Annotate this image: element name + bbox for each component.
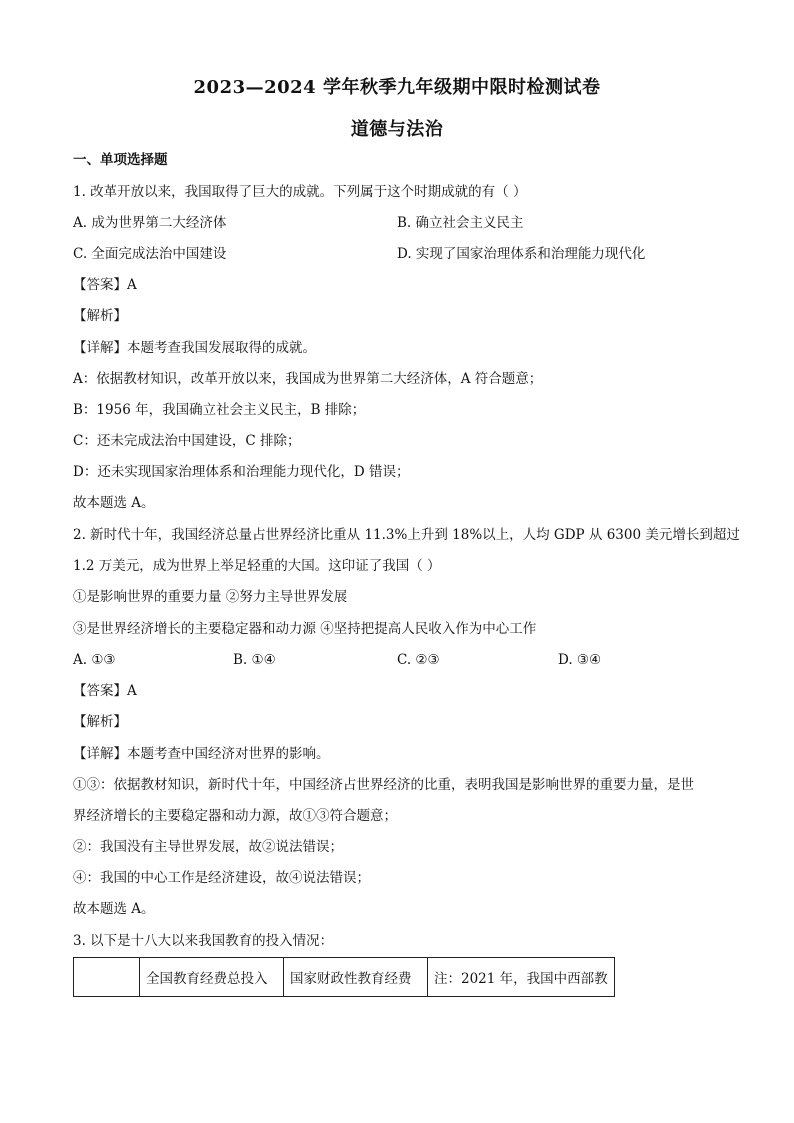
table-cell: 全国教育经费总投入 <box>140 958 284 997</box>
q1-detail: 【详解】本题考查我国发展取得的成就。 <box>73 340 316 356</box>
q2-statements-2: ③是世界经济增长的主要稳定器和动力源 ④坚持把提高人民收入作为中心工作 <box>73 621 537 637</box>
q1-conclusion: 故本题选 A。 <box>73 495 155 511</box>
q2-explanation-line: ①③：依据教材知识，新时代十年，中国经济占世界经济的比重，表明我国是影响世界的重要力量，是世 <box>73 777 694 793</box>
q1-explanation-line: C：还未完成法治中国建设，C 排除； <box>73 433 301 449</box>
q1-option-a: A. 成为世界第二大经济体 <box>73 215 227 231</box>
table-cell <box>74 958 140 997</box>
q1-answer: 【答案】A <box>73 277 137 293</box>
q2-conclusion: 故本题选 A。 <box>73 901 155 917</box>
q2-statements-1: ①是影响世界的重要力量 ②努力主导世界发展 <box>73 589 348 605</box>
exam-subject: 道德与法治 <box>350 119 444 140</box>
q2-option-d: D. ③④ <box>558 652 602 668</box>
q2-explanation-line: 界经济增长的主要稳定器和动力源，故①③符合题意； <box>73 808 397 824</box>
section-heading: 一、单项选择题 <box>73 152 168 168</box>
q1-option-c: C. 全面完成法治中国建设 <box>73 246 227 262</box>
q1-analysis-label: 【解析】 <box>73 308 127 324</box>
q2-answer: 【答案】A <box>73 683 137 699</box>
q2-stem-line2: 1.2 万美元，成为世界上举足轻重的大国。这印证了我国（ ） <box>73 558 441 574</box>
q2-stem-line1: 2. 新时代十年，我国经济总量占世界经济比重从 11.3%上升到 18%以上，人均 GDP 从 6300 美元增长到超过 <box>73 527 740 543</box>
q1-option-b: B. 确立社会主义民主 <box>397 215 524 231</box>
table-cell: 国家财政性教育经费 <box>284 958 428 997</box>
table-row <box>74 958 615 997</box>
q1-stem: 1. 改革开放以来，我国取得了巨大的成就。下列属于这个时期成就的有（ ） <box>73 184 527 200</box>
q1-option-d: D. 实现了国家治理体系和治理能力现代化 <box>397 246 646 262</box>
exam-title: 2023—2024 学年秋季九年级期中限时检测试卷 <box>193 77 601 98</box>
q2-analysis-label: 【解析】 <box>73 714 127 730</box>
q1-explanation-line: A：依据教材知识，改革开放以来，我国成为世界第二大经济体，A 符合题意； <box>73 371 543 387</box>
table-cell: 注：2021 年，我国中西部教 <box>428 958 615 997</box>
q1-explanation-line: B：1956 年，我国确立社会主义民主，B 排除； <box>73 402 366 418</box>
q2-explanation-line: ④：我国的中心工作是经济建设，故④说法错误； <box>73 870 370 886</box>
q3-stem: 3. 以下是十八大以来我国教育的投入情况： <box>73 933 334 949</box>
q2-option-a: A. ①③ <box>73 652 116 668</box>
education-investment-table <box>73 957 615 997</box>
q1-explanation-line: D：还未实现国家治理体系和治理能力现代化，D 错误； <box>73 464 410 480</box>
q2-option-c: C. ②③ <box>397 652 440 668</box>
q2-detail: 【详解】本题考查中国经济对世界的影响。 <box>73 746 330 762</box>
q2-option-b: B. ①④ <box>233 652 276 668</box>
q2-explanation-line: ②：我国没有主导世界发展，故②说法错误； <box>73 839 343 855</box>
